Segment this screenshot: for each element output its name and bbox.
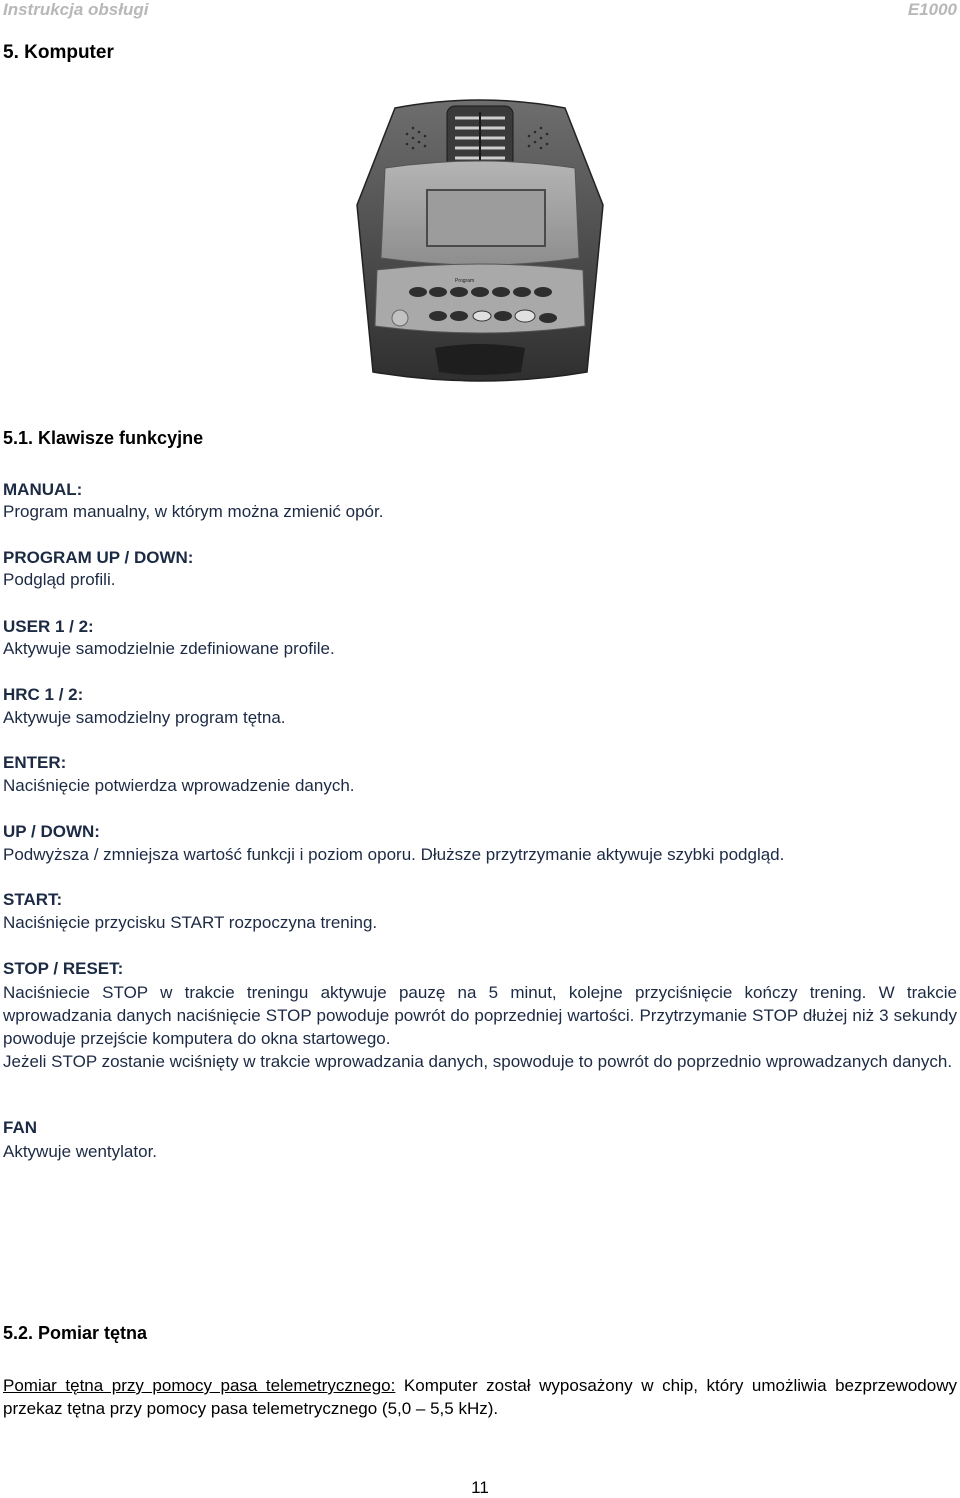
console-drawing — [355, 90, 605, 395]
computer-console-image — [355, 90, 605, 395]
key-desc-hrc: Aktywuje samodzielny program tętna. — [3, 708, 286, 727]
key-label-up-down: UP / DOWN: — [3, 822, 100, 841]
key-desc-up-down: Podwyższa / zmniejsza wartość funkcji i poziom oporu. Dłuższe przytrzymanie aktywuje szybki podgląd. — [3, 845, 785, 864]
key-desc-enter: Naciśnięcie potwierdza wprowadzenie danych. — [3, 776, 355, 795]
key-desc-start: Naciśnięcie przycisku START rozpoczyna trening. — [3, 913, 378, 932]
subsection-title-function-keys: 5.1. Klawisze funkcyjne — [3, 428, 204, 448]
header-title: Instrukcja obsługi — [3, 0, 149, 19]
key-desc-fan: Aktywuje wentylator. — [3, 1142, 158, 1161]
key-desc-user: Aktywuje samodzielnie zdefiniowane profile. — [3, 639, 335, 658]
subsection-title-heart-rate: 5.2. Pomiar tętna — [3, 1323, 148, 1343]
key-label-user: USER 1 / 2: — [3, 617, 94, 636]
key-desc-program-up-down: Podgląd profili. — [3, 570, 116, 589]
section-title: 5. Komputer — [3, 42, 114, 63]
key-label-enter: ENTER: — [3, 753, 67, 772]
key-label-program-up-down: PROGRAM UP / DOWN: — [3, 548, 194, 567]
key-label-start: START: — [3, 890, 63, 909]
page-number: 11 — [471, 1478, 489, 1497]
stop-reset-description: Naciśniecie STOP w trakcie treningu aktywuje pauzę na 5 minut, kolejne przyciśnięcie kończy trening. W trakcie wprowadzania danych naciśnięcie STOP powoduje powrót do poprzedniej wartości. Przytrzymanie STOP dłużej niż 3 sekundy powoduje przejście komputera do okna startowego. — [3, 983, 957, 1048]
key-label-stop-reset: STOP / RESET: — [3, 959, 124, 978]
header-model: E1000 — [907, 0, 957, 19]
stop-reset-note: Jeżeli STOP zostanie wciśnięty w trakcie wprowadzania danych, spowoduje to powrót do poprzednio wprowadzanych danych. — [3, 1052, 953, 1071]
key-desc-manual: Program manualny, w którym można zmienić opór. — [3, 502, 384, 521]
console-program-label: Program — [455, 278, 475, 284]
key-label-manual: MANUAL: — [3, 480, 83, 499]
heart-rate-paragraph — [3, 1374, 957, 1420]
heart-rate-chest-strap-heading: Pomiar tętna przy pomocy pasa telemetrycznego: — [3, 1376, 396, 1395]
key-label-hrc: HRC 1 / 2: — [3, 685, 84, 704]
key-label-fan: FAN — [3, 1118, 37, 1137]
heart-rate-text: Komputer został wyposażony w chip, który umożliwia bezprzewodowy przekaz tętna przy pomocy pasa telemetrycznego (5,0 – 5,5 kHz). — [3, 1376, 957, 1418]
